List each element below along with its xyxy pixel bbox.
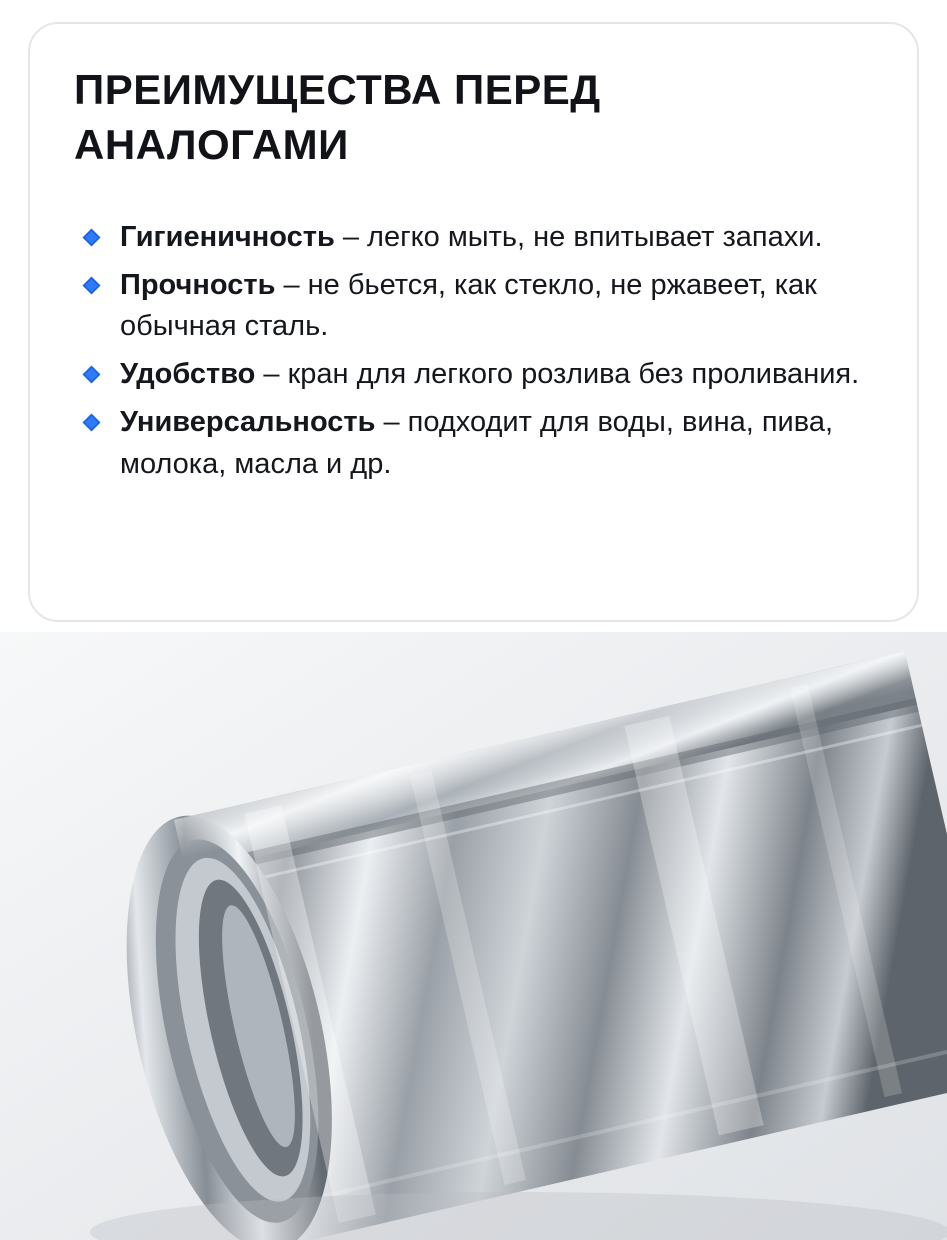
benefit-text: – подходит для воды, вина, пива, молока, масла и др. — [120, 405, 834, 480]
benefit-term: Прочность — [120, 268, 276, 301]
list-item — [74, 354, 873, 396]
list-item — [74, 402, 873, 486]
benefit-term: Универсальность — [120, 405, 376, 438]
benefit-text: – легко мыть, не впитывает запахи. — [334, 220, 823, 253]
page-title: ПРЕИМУЩЕСТВА ПЕРЕД АНАЛОГАМИ — [74, 66, 601, 169]
blue-diamond-icon — [82, 413, 101, 432]
blue-diamond-icon — [82, 276, 101, 295]
blue-diamond-icon — [82, 365, 101, 384]
benefit-text: – кран для легкого розлива без проливания. — [255, 358, 860, 391]
benefit-term: Удобство — [120, 358, 256, 391]
list-item — [74, 217, 873, 259]
blue-diamond-icon — [82, 228, 101, 247]
benefit-term: Гигиеничность — [120, 220, 335, 253]
benefits-list — [74, 217, 873, 486]
product-photo — [0, 632, 947, 1240]
benefits-card — [28, 22, 919, 622]
benefit-text: – не бьется, как стекло, не ржавеет, как обычная сталь. — [120, 268, 817, 343]
list-item — [74, 265, 873, 349]
